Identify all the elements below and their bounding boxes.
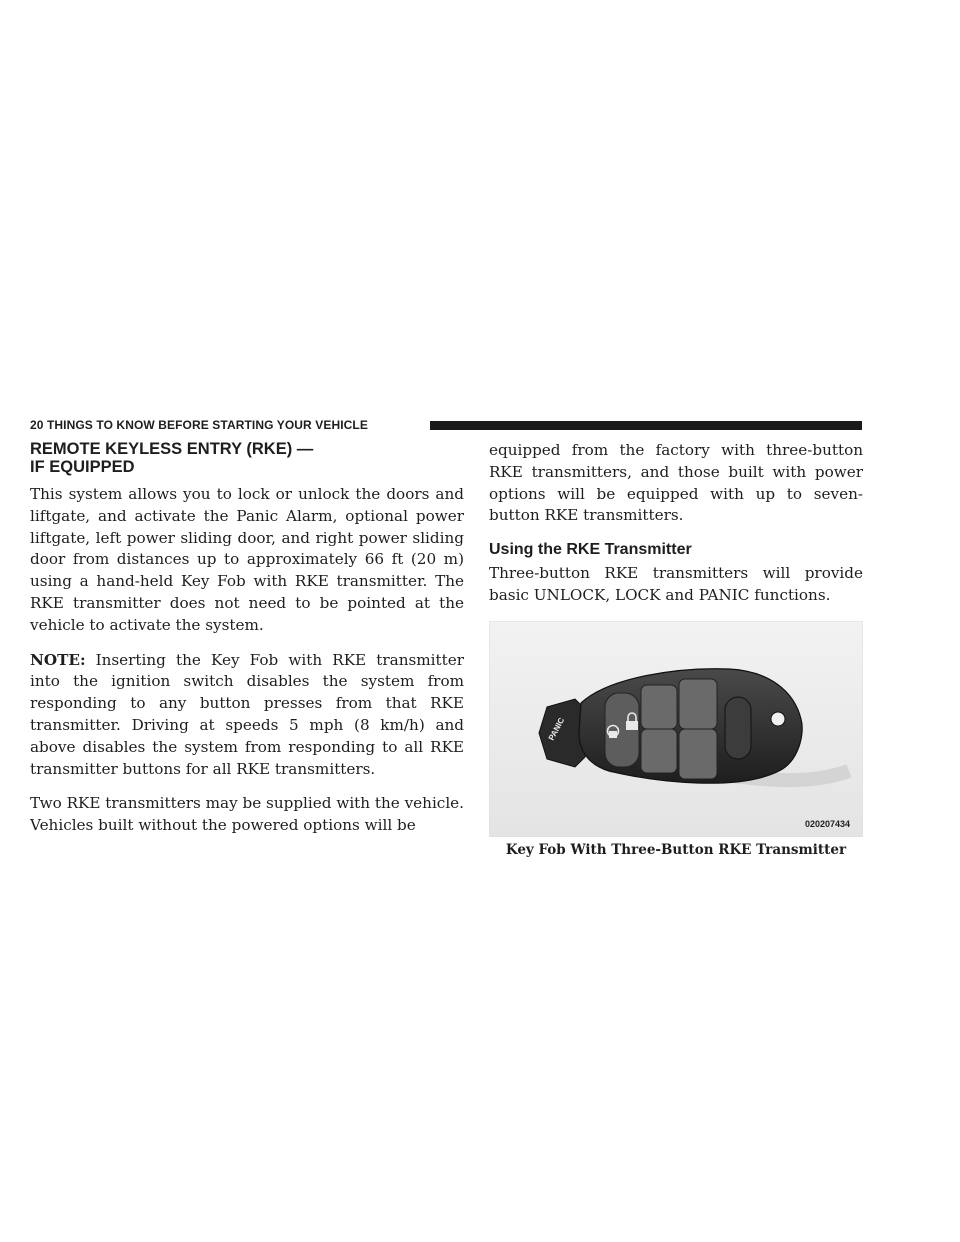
- section-heading-line1: REMOTE KEYLESS ENTRY (RKE) —: [30, 440, 314, 458]
- note-paragraph: [30, 650, 464, 781]
- continued-paragraph: equipped from the factory with three-button RKE transmitters, and those built with power options will be equipped with up to seven-button RKE transmitters.: [489, 441, 863, 525]
- panic-label: PANIC: [546, 716, 567, 742]
- fob-button-upper-right: [679, 679, 717, 729]
- key-fob-illustration: [489, 621, 863, 837]
- intro-paragraph: This system allows you to lock or unlock the doors and liftgate, and activate the Panic Alarm, optional power liftgate, left power sliding door, and right power sliding door from distances up to approximately 66 ft (20 m) using a hand-held Key Fob with RKE transmitter. The RKE transmitter does not need to be pointed at the vehicle to activate the system.: [30, 485, 464, 634]
- note-label: NOTE:: [30, 650, 86, 669]
- rke-functions-paragraph: Three-button RKE transmitters will provide basic UNLOCK, LOCK and PANIC functions.: [489, 564, 863, 604]
- subheading-using-rke: Using the RKE Transmitter: [489, 541, 692, 559]
- fob-button-bottom: [641, 729, 677, 773]
- header-rule: [430, 421, 862, 430]
- transmitters-paragraph: Two RKE transmitters may be supplied with the vehicle. Vehicles built without the powered options will be: [30, 794, 464, 835]
- key-fob-figure: [489, 621, 863, 837]
- page-header: [30, 418, 862, 432]
- fob-side-button: [725, 697, 751, 759]
- section-heading-line2: IF EQUIPPED: [30, 458, 135, 476]
- left-column: [30, 440, 464, 850]
- figure-caption: Key Fob With Three-Button RKE Transmitter: [505, 841, 847, 858]
- section-heading: [30, 440, 464, 476]
- page-header-title: 20 THINGS TO KNOW BEFORE STARTING YOUR VEHICLE: [30, 418, 374, 432]
- panic-tip: [539, 699, 585, 767]
- note-text: Inserting the Key Fob with RKE transmitter into the ignition switch disables the system from responding to any button presses from that RKE transmitter. Driving at speeds 5 mph (8 km/h) and above disables the system from responding to all RKE transmitter buttons for all RKE transmitters.: [30, 650, 464, 778]
- right-column: [489, 440, 863, 859]
- keyring-hole: [771, 712, 785, 726]
- fob-button-lower-right: [679, 729, 717, 779]
- fob-button-top: [641, 685, 677, 729]
- figure-code: 020207434: [805, 818, 851, 829]
